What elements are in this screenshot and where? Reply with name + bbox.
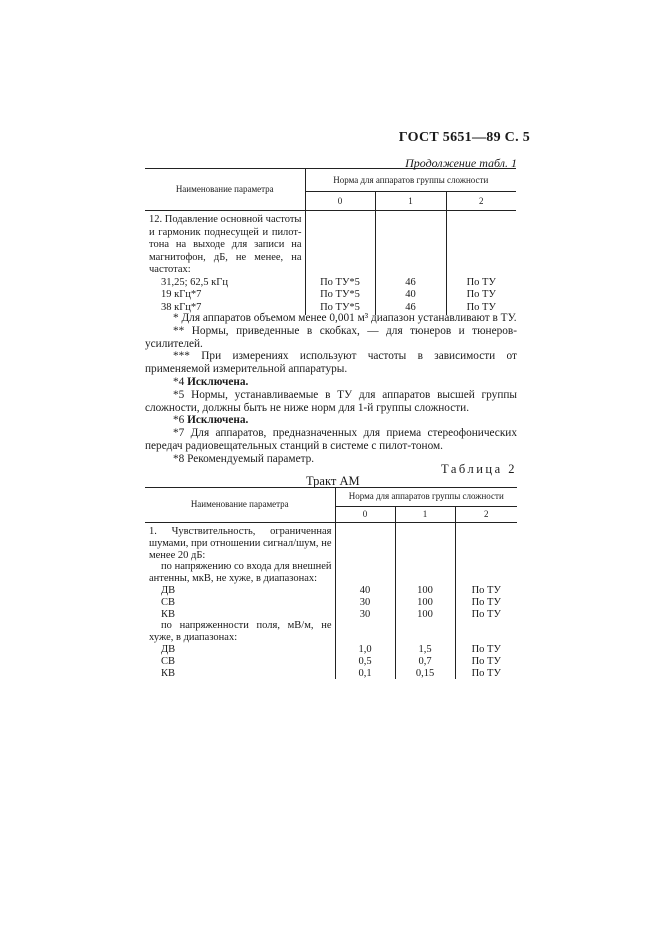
column-header-1: 1 (395, 507, 455, 523)
footnote: * Для аппаратов объемом менее 0,001 м³ диапазон устанавливают в ТУ. (173, 312, 517, 324)
column-header-parameter: Наименование параметра (145, 488, 335, 523)
footnote: ** Нормы, приведенные в скобках, — для тюнеров и тюнеров-усилителей. (145, 324, 517, 350)
cell-value: 40 (335, 585, 395, 597)
cell-value: По ТУ (446, 289, 516, 302)
table-2 (145, 487, 517, 679)
column-header-1: 1 (375, 192, 446, 211)
cell-value: 30 (335, 609, 395, 621)
column-header-2: 2 (446, 192, 516, 211)
row-label: ДВ (161, 584, 176, 596)
row-label: СВ (161, 655, 176, 667)
table-row (145, 609, 517, 621)
footnote: *7 Для аппаратов, предназначенных для приема стереофонических передач радиовещательных станций в системе с пилот-тоном. (145, 427, 517, 452)
cell-value: По ТУ (455, 644, 517, 656)
page-header: ГОСТ 5651—89 С. 5 (398, 130, 530, 145)
cell-value: 46 (375, 302, 446, 316)
cell-value: По ТУ (455, 668, 517, 680)
column-header-group: Норма для аппаратов группы сложности (305, 169, 516, 192)
cell-value: 30 (335, 597, 395, 609)
cell-value: 46 (375, 277, 446, 290)
row-label: ДВ (161, 643, 176, 655)
footnote-excluded: Исключена. (187, 375, 249, 388)
table-row (145, 585, 517, 597)
cell-value: По ТУ (455, 597, 517, 609)
cell-value: 100 (395, 585, 455, 597)
row-label: КВ (161, 667, 176, 679)
footnote-mark: *6 (173, 414, 185, 427)
footnotes (145, 312, 517, 466)
footnote: *5 Нормы, устанавливаемые в ТУ для аппаратов высшей группы сложности, должны быть не ниже норм для 1-й группы сложности. (145, 388, 517, 414)
cell-value: 1,5 (395, 644, 455, 656)
cell-value: 0,5 (335, 656, 395, 668)
table-row (145, 656, 517, 668)
table-2-caption: Тракт АМ (306, 474, 360, 488)
cell-value: По ТУ (455, 656, 517, 668)
sub-description: по напряжению со входа для внешней антенны, мкВ, не хуже, в диапазонах: (149, 561, 332, 585)
footnote: *8 Рекомендуемый параметр. (173, 452, 315, 465)
footnote-excluded: Исключена. (187, 414, 249, 427)
cell-value: 40 (375, 289, 446, 302)
cell-value: По ТУ (455, 609, 517, 621)
cell-value: По ТУ*5 (305, 302, 375, 316)
cell-value: По ТУ (446, 277, 516, 290)
cell-value: 100 (395, 597, 455, 609)
footnote-mark: *4 (173, 375, 185, 388)
table-2-number: Таблица 2 (441, 462, 517, 476)
row-label: 19 кГц*7 (161, 289, 202, 300)
row-label: КВ (161, 608, 176, 620)
table-row (145, 597, 517, 609)
cell-value: 1,0 (335, 644, 395, 656)
table-row (145, 668, 517, 680)
table-row (145, 289, 516, 302)
table-continuation-label: Продолжение табл. 1 (405, 156, 517, 170)
cell-value: По ТУ*5 (305, 277, 375, 290)
footnote (145, 414, 517, 427)
table-1 (145, 168, 516, 315)
table-row (145, 277, 516, 290)
cell-value: 0,15 (395, 668, 455, 680)
parameter-description: 1. Чувствительность, ограниченная шумами, при отношении сигнал/шум, не менее 20 дБ: (149, 526, 332, 561)
cell-value: 0,7 (395, 656, 455, 668)
cell-value: 100 (395, 609, 455, 621)
row-label: 38 кГц*7 (161, 301, 202, 313)
column-header-group: Норма для аппаратов группы сложности (335, 488, 517, 507)
table-row (145, 644, 517, 656)
column-header-2: 2 (455, 507, 517, 523)
footnote: *** При измерениях используют частоты в зависимости от применяемой измерительной аппаратуры. (145, 350, 517, 376)
cell-value: По ТУ (446, 302, 516, 316)
row-label: СВ (161, 596, 176, 608)
cell-value: По ТУ (455, 585, 517, 597)
sub-description: по напряженности поля, мВ/м, не хуже, в диапазонах: (149, 620, 332, 644)
parameter-description: 12. Подавление основной частоты и гармоник поднесущей и пилот-тона на выходе для записи на магнитофон, дБ, не менее, на частотах: (149, 214, 302, 275)
column-header-0: 0 (305, 192, 375, 211)
cell-value: По ТУ*5 (305, 289, 375, 302)
row-label: 31,25; 62,5 кГц (161, 276, 228, 288)
cell-value: 0,1 (335, 668, 395, 680)
column-header-0: 0 (335, 507, 395, 523)
footnote (145, 376, 517, 389)
column-header-parameter: Наименование параметра (145, 169, 305, 211)
